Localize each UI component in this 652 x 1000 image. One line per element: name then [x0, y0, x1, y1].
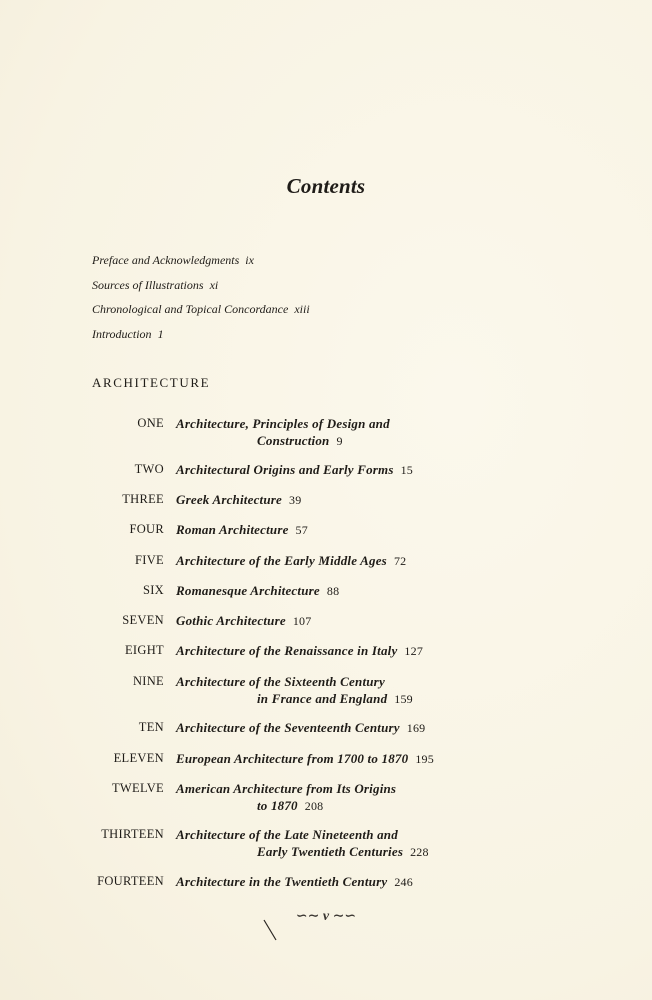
- chapter-number: THREE: [122, 492, 164, 506]
- front-matter-page: ix: [245, 253, 254, 267]
- pencil-mark-icon: [262, 918, 280, 942]
- chapter-title: [176, 643, 496, 660]
- front-matter-label: Preface and Acknowledgments: [92, 253, 240, 267]
- chapter-title-line2: to 1870: [257, 797, 298, 813]
- chapter-title-line1: Architecture of the Sixteenth Century: [176, 674, 385, 689]
- chapter-page: 208: [304, 798, 324, 813]
- chapter-title-line1: Roman Architecture: [176, 522, 289, 537]
- chapter-title: [176, 553, 476, 570]
- chapter-number: FIVE: [135, 553, 164, 567]
- chapter-title: [176, 874, 496, 891]
- chapter-title: [176, 462, 476, 479]
- front-matter-item: [92, 297, 310, 322]
- chapter-page: 88: [326, 584, 340, 598]
- chapter-title: [176, 522, 476, 539]
- chapter-number: NINE: [132, 674, 164, 688]
- front-matter-item: [92, 273, 310, 298]
- chapter-title-line1: Architecture of the Seventeenth Century: [176, 720, 400, 735]
- front-matter-list: [92, 248, 310, 347]
- chapter-title-line1: European Architecture from 1700 to 1870: [176, 751, 409, 766]
- chapter-number: ELEVEN: [113, 751, 164, 765]
- chapter-title: [176, 583, 476, 600]
- chapter-page: 9: [336, 433, 343, 448]
- front-matter-page: xiii: [294, 302, 310, 317]
- front-matter-label: Chronological and Topical Concordance: [92, 302, 289, 317]
- chapter-title-line1: Architecture of the Early Middle Ages: [176, 553, 387, 568]
- section-heading: ARCHITECTURE: [92, 375, 211, 390]
- chapter-number: ONE: [137, 416, 164, 430]
- chapter-number: TWO: [134, 462, 164, 476]
- chapter-title: [176, 674, 476, 707]
- chapter-number: THIRTEEN: [101, 827, 164, 841]
- chapter-page: 246: [394, 875, 413, 889]
- chapter-number: TWELVE: [111, 781, 164, 795]
- chapter-page: 228: [410, 844, 429, 859]
- chapter-title-line2: Early Twentieth Centuries: [257, 843, 404, 859]
- chapter-title-line1: Architecture of the Late Nineteenth and: [176, 827, 398, 842]
- chapter-title: [176, 492, 476, 509]
- chapter-title: [176, 720, 496, 737]
- front-matter-label: Introduction: [92, 327, 152, 342]
- chapter-page: 15: [400, 463, 414, 477]
- front-matter-page: xi: [209, 277, 219, 292]
- folio: [0, 908, 652, 925]
- chapter-title: [176, 416, 476, 449]
- chapter-number: SIX: [142, 583, 164, 597]
- chapter-number: FOURTEEN: [97, 874, 164, 888]
- front-matter-label: Sources of Illustrations: [92, 277, 204, 292]
- page-title: Contents: [286, 174, 366, 198]
- chapter-title-line1: Architecture, Principles of Design and: [176, 416, 390, 431]
- front-matter-page: 1: [157, 327, 164, 342]
- chapter-page: 159: [394, 691, 413, 706]
- chapter-title-line2: in France and England: [257, 690, 388, 706]
- chapter-title: [176, 751, 496, 768]
- chapter-title-line1: American Architecture from Its Origins: [176, 781, 397, 796]
- folio-number: v: [322, 909, 330, 924]
- chapter-title-line1: Architecture in the Twentieth Century: [176, 874, 388, 889]
- chapter-title: [176, 781, 476, 814]
- chapter-title: [176, 827, 476, 860]
- chapter-title-line1: Gothic Architecture: [176, 613, 286, 628]
- chapter-page: 127: [404, 644, 424, 658]
- chapter-page: 57: [295, 523, 308, 537]
- chapter-number: SEVEN: [122, 613, 164, 627]
- chapter-page: 107: [292, 614, 312, 628]
- chapter-title-line1: Romanesque Architecture: [176, 583, 320, 598]
- chapter-title: [176, 613, 476, 630]
- flourish-right-icon: ∼∽: [332, 909, 357, 924]
- chapter-page: 169: [406, 721, 426, 735]
- chapter-number: TEN: [138, 720, 164, 734]
- chapter-title-line2: Construction: [257, 432, 330, 448]
- chapter-page: 39: [289, 493, 302, 507]
- front-matter-item: [92, 322, 310, 347]
- chapter-page: 72: [393, 554, 407, 568]
- chapter-page: 195: [415, 752, 434, 766]
- chapter-title-line1: Architectural Origins and Early Forms: [176, 462, 394, 477]
- chapter-title-line1: Greek Architecture: [176, 492, 283, 507]
- chapter-number: EIGHT: [125, 643, 164, 657]
- chapter-number: FOUR: [129, 522, 164, 536]
- flourish-left-icon: ∽∼: [295, 909, 320, 924]
- front-matter-item: [92, 248, 310, 273]
- chapter-title-line1: Architecture of the Renaissance in Italy: [176, 643, 398, 658]
